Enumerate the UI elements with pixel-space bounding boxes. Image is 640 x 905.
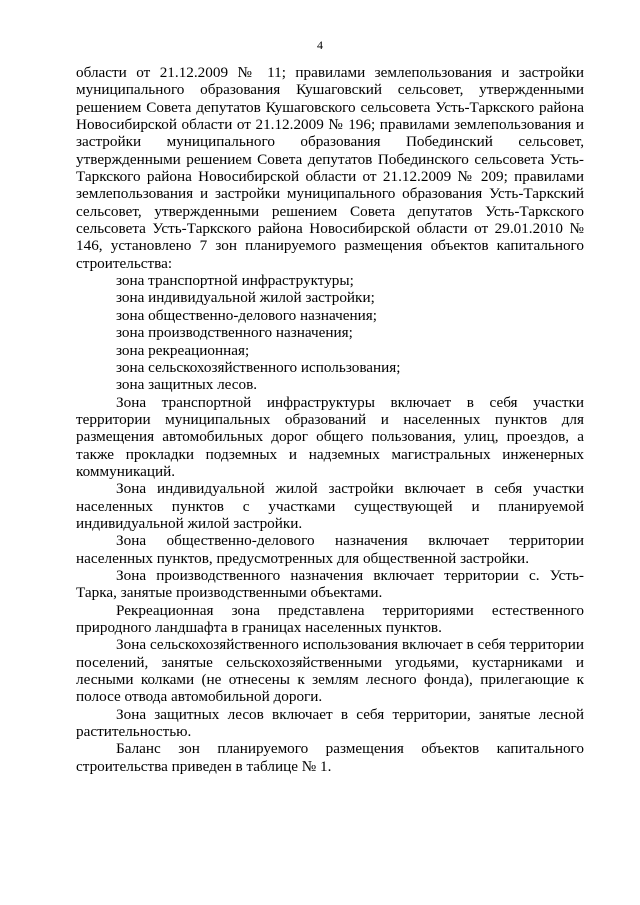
zone-list-item: зона сельскохозяйственного использования; (116, 358, 401, 376)
zone-list-item: зона защитных лесов. (116, 376, 258, 394)
recreational-zone-paragraph: Рекреационная зона представлена территориями естественного природного ландшафта в границах населенных пунктов. (76, 601, 584, 636)
public-business-zone-paragraph: Зона общественно-делового назначения включает территории населенных пунктов, предусмотренных для общественной застройки. (76, 532, 584, 567)
zone-list-item: зона индивидуальной жилой застройки; (116, 289, 375, 307)
page-number: 4 (317, 38, 323, 52)
balance-table-reference-paragraph: Баланс зон планируемого размещения объектов капитального строительства приведен в таблице № 1. (76, 740, 584, 775)
agricultural-zone-paragraph: Зона сельскохозяйственного использования включает в себя территории поселений, занятые сельскохозяйственными угодьями, кустарниками и лесными колками (не отнесены к землям лесного фонда), прилегающие к полосе отвода автомобильной дороги. (76, 636, 584, 706)
protective-forest-zone-paragraph: Зона защитных лесов включает в себя территории, занятые лесной растительностью. (76, 705, 584, 741)
zone-list-item: зона общественно-делового назначения; (116, 306, 377, 324)
industrial-zone-paragraph: Зона производственного назначения включает территории с. Усть-Тарка, занятые производственными объектами. (76, 566, 584, 602)
document-body (76, 64, 584, 775)
zone-list-item: зона рекреационная; (116, 341, 250, 359)
zones-list (76, 272, 584, 393)
transport-zone-paragraph: Зона транспортной инфраструктуры включает в себя участки территории муниципальных образований и населенных пунктов для размещения автомобильных дорог общего пользования, улиц, проездов, а также прокладки подземных и надземных магистральных инженерных коммуникаций. (76, 393, 584, 480)
zone-list-item: зона транспортной инфраструктуры; (116, 272, 354, 290)
intro-paragraph: области от 21.12.2009 № 11; правилами землепользования и застройки муниципального образования Кушаговский сельсовет, утвержденными решением Совета депутатов Кушаговского сельсовета Усть-Таркского района Новосибирской области от 21.12.2009 № 196; правилами землепользования и застройки муниципального образования Побединский сельсовет, утвержденными решением Совета депутатов Побединского сельсовета Усть-Таркского района Новосибирской области от 21.12.2009 № 209; правилами землепользования и застройки муниципального образования Усть-Таркский сельсовет, утвержденными решением Совета депутатов Усть-Таркского сельсовета Усть-Таркского района Новосибирской области от 29.01.2010 № 146, установлено 7 зон планируемого размещения объектов капитального строительства: (76, 64, 584, 272)
zone-list-item: зона производственного назначения; (116, 324, 353, 342)
residential-zone-paragraph: Зона индивидуальной жилой застройки включает в себя участки населенных пунктов с участками существующей и планируемой индивидуальной жилой застройки. (76, 480, 584, 532)
